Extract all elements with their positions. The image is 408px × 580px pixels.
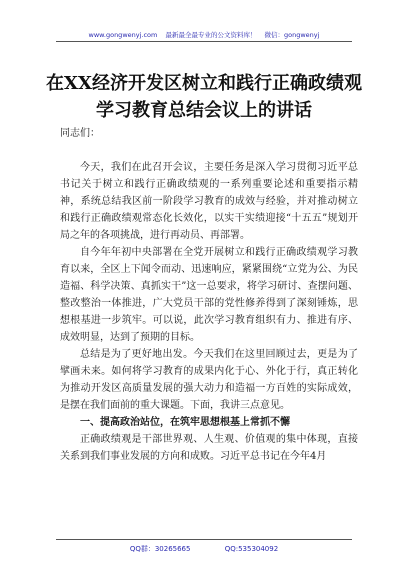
document-body [60, 125, 358, 465]
title-line-1: 在XX经济开发区树立和践行正确政绩观 [46, 73, 362, 94]
paragraph-4: 正确政绩观是干部世界观、人生观、价值观的集中体现，直接关系到我们事业发展的方向和成败。习近平总书记在今年4月 [60, 434, 358, 462]
title-line-2: 学习教育总结会议上的讲话 [96, 100, 312, 121]
paragraph-2: 自今年年初中央部署在全党开展树立和践行正确政绩观学习教育以来，全区上下闻令而动、迅速响应，紧紧围绕“立党为公、为民造福、科学决策、真抓实干”这一总要求，将学习研讨、查摆问题、整改整治一体推进，广大党员干部的党性修养得到了深刻锤炼，思想根基进一步筑牢。可以说，此次学习教育组织有力、推进有序、成效明显，达到了预期的目标。 [60, 247, 358, 343]
header-site-link[interactable]: www.gongwenyj.com [88, 31, 158, 39]
page-footer [0, 544, 408, 554]
footer-qq-group: QQ群：30265665 [129, 545, 191, 553]
page-header [0, 30, 408, 39]
header-divider [56, 41, 352, 42]
footer-divider [56, 539, 352, 540]
paragraph-3: 总结是为了更好地出发。今天我们在这里回顾过去，更是为了擘画未来。如何将学习教育的成果内化于心、外化于行，真正转化为推动开发区高质量发展的强大动力和造福一方百姓的实际成效，是摆在我们面前的重大课题。下面，我讲三点意见。 [60, 349, 358, 411]
header-wechat: 微信：gongwenyj [264, 31, 320, 39]
paragraph-1: 今天，我们在此召开会议，主要任务是深入学习贯彻习近平总书记关于树立和践行正确政绩观的一系列重要论述和重要指示精神，系统总结我区前一阶段学习教育的成效与经验，并对推动树立和践行正确政绩观常态化长效化，以实干实绩迎接“十五五”规划开局之年的各项挑战，进行再动员、再部署。 [60, 162, 358, 241]
footer-qq: QQ:535304092 [224, 545, 279, 553]
document-title [0, 70, 408, 124]
paragraph-gap [60, 142, 358, 159]
header-slogan: 最新最全最专业的公文资料库！ [165, 31, 257, 39]
salutation: 同志们： [60, 128, 100, 139]
section-heading-1: 一、提高政治站位，在筑牢思想根基上常抓不懈 [80, 417, 290, 428]
